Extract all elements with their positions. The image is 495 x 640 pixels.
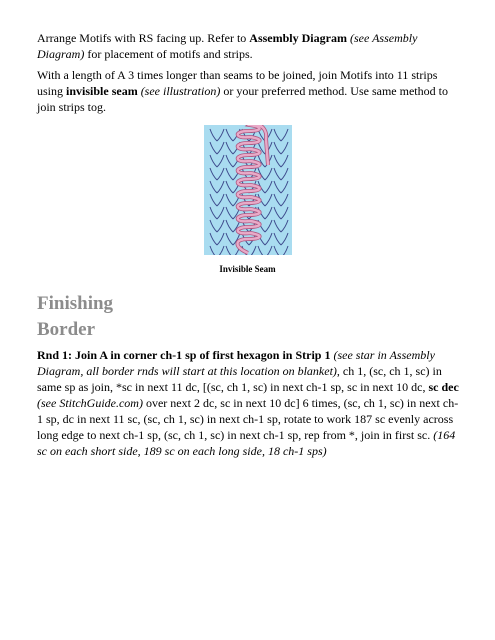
italic-note: (see illustration)	[140, 84, 221, 98]
section-heading-finishing: Finishing	[37, 293, 114, 314]
text-run: With a length of A 3 times longer than seams to be joined, join Motifs into 11 strips using	[37, 68, 438, 98]
bold-term-invisible-seam: invisible seam	[66, 84, 138, 98]
paragraph-round-1	[37, 347, 462, 459]
text-run: for placement of motifs and strips.	[84, 47, 253, 61]
italic-note: (see Assembly Diagram)	[37, 31, 418, 61]
text-run: Arrange Motifs with RS facing up. Refer to	[37, 31, 250, 45]
paragraph-join-motifs	[37, 67, 462, 115]
paragraph-arrange-motifs	[37, 30, 462, 62]
text-run: , ch 1, (sc, ch 1, sc) in same sp as join, *sc in next 11 dc, [(sc, ch 1, sc) in next ch-1 sp, sc in next 10 dc,	[37, 364, 442, 394]
text-run: or your preferred method. Use same method to join strips tog.	[37, 84, 448, 114]
invisible-seam-illustration	[204, 125, 292, 255]
italic-note: (see StitchGuide.com)	[37, 396, 143, 410]
section-heading-border: Border	[37, 319, 96, 340]
bold-term-assembly-diagram: Assembly Diagram	[249, 31, 347, 45]
bold-round-instruction: Rnd 1: Join A in corner ch-1 sp of first hexagon in Strip 1	[37, 348, 331, 362]
italic-note: (see star in Assembly Diagram, all border rnds will start at this location on blanket)	[37, 348, 435, 378]
text-run: over next 2 dc, sc in next 10 dc] 6 times, (sc, ch 1, sc) in next ch-1 sp, dc in next 11 sc, (sc, ch 1, sc) in next ch-1 sp, rotate to work 187 sc evenly across long edge to next ch-1 sp, (sc, ch 1, sc) in next ch-1 sp, rep from *, join in first sc.	[37, 396, 459, 442]
bold-term-sc-dec: sc dec	[428, 380, 459, 394]
italic-stitch-count: (164 sc on each short side, 189 sc on each long side, 18 ch-1 sps)	[37, 428, 456, 458]
illustration-caption: Invisible Seam	[219, 264, 276, 274]
